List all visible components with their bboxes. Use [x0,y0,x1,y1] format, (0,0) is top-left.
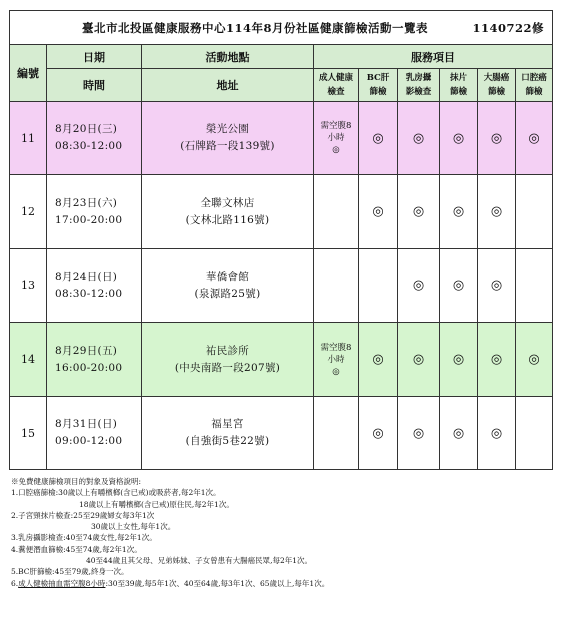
header-place: 活動地點 [142,45,314,69]
table-row [10,249,553,323]
row-datetime: 8月29日(五) 16:00-20:00 [47,323,142,397]
empty-cell [314,175,359,249]
service-mark: ◎ [478,249,516,323]
row-number: 12 [10,175,47,249]
empty-cell [516,397,553,470]
service-mark: ◎ [516,102,553,175]
row-datetime: 8月23日(六) 17:00-20:00 [47,175,142,249]
service-mark: ◎ [359,102,398,175]
service-mark: ◎ [398,397,440,470]
empty-cell [359,249,398,323]
row-location: 榮光公園 (石牌路一段139號) [142,102,314,175]
table-row [10,323,553,397]
service-mark: ◎ [440,102,478,175]
row-location: 華僑會館 (泉源路25號) [142,249,314,323]
service-mark: ◎ [398,175,440,249]
service-mark: ◎ [478,102,516,175]
note-mammography: 3.乳房攝影檢查:40至74歲女性,每2年1次。 [11,533,157,543]
header-svc-mammography: 乳房攝 影檢查 [398,69,440,102]
table-row [10,397,553,470]
page-title: 臺北市北投區健康服務中心114年8月份社區健康篩檢活動一覽表 [82,20,429,35]
empty-cell [516,249,553,323]
note-pap-1: 2.子宮頸抹片檢查:25至29歲婦女每3年1次 [11,510,155,520]
row-number: 15 [10,397,47,470]
table-row [10,102,553,175]
service-mark: ◎ [359,397,398,470]
fasting-note: 需空腹8 小時 ◎ [314,102,359,175]
service-mark: ◎ [516,323,553,397]
note-fecal-2: 40至44歲且其父母、兄弟姊妹、子女曾患有大腸癌民眾,每2年1次。 [86,556,313,566]
fasting-note: 需空腹8 小時 ◎ [314,323,359,397]
header-svc-adult-checkup: 成人健康 檢查 [314,69,359,102]
note-hepatitis: 5.BC肝篩檢:45至79歲,終身一次。 [11,567,129,577]
table-row [10,175,553,249]
row-location: 福星宮 (自強街5巷22號) [142,397,314,470]
service-mark: ◎ [440,249,478,323]
note-fecal-1: 4.糞便潛血篩檢:45至74歲,每2年1次。 [11,544,142,554]
empty-cell [516,175,553,249]
header-no: 編號 [10,45,47,102]
eligibility-notes [11,476,551,589]
service-mark: ◎ [440,323,478,397]
header-services: 服務項目 [314,45,553,69]
header-svc-oral: 口腔癌 篩檢 [516,69,553,102]
header-svc-colorectal: 大腸癌 篩檢 [478,69,516,102]
row-datetime: 8月20日(三) 08:30-12:00 [47,102,142,175]
row-number: 11 [10,102,47,175]
row-number: 14 [10,323,47,397]
service-mark: ◎ [440,397,478,470]
service-mark: ◎ [359,323,398,397]
note-pap-2: 30歲以上女性,每年1次。 [91,522,176,532]
row-number: 13 [10,249,47,323]
header-svc-pap-smear: 抹片 篩檢 [440,69,478,102]
empty-cell [314,397,359,470]
note-oral-2: 18歲以上有嚼檳榔(含已戒)原住民,每2年1次。 [79,499,234,509]
note-oral-1: 1.口腔癌篩檢:30歲以上有嚼檳榔(含已戒)或吸菸者,每2年1次。 [11,488,221,498]
service-mark: ◎ [478,397,516,470]
row-datetime: 8月31日(日) 09:00-12:00 [47,397,142,470]
header-address: 地址 [142,69,314,102]
header-svc-hepatitis: BC肝 篩檢 [359,69,398,102]
schedule-sheet [9,10,552,470]
row-location: 全聯文林店 (文林北路116號) [142,175,314,249]
service-mark: ◎ [398,249,440,323]
service-mark: ◎ [478,175,516,249]
service-mark: ◎ [398,102,440,175]
service-mark: ◎ [478,323,516,397]
notes-heading: ※免費健康篩檢項目的對象及資格說明: [11,477,142,486]
title-row [10,11,553,45]
schedule-table [9,10,553,470]
empty-cell [314,249,359,323]
version-label: 1140722修 [472,20,545,35]
row-location: 祐民診所 (中央南路一段207號) [142,323,314,397]
service-mark: ◎ [398,323,440,397]
header-time: 時間 [47,69,142,102]
service-mark: ◎ [440,175,478,249]
header-date: 日期 [47,45,142,69]
row-datetime: 8月24日(日) 08:30-12:00 [47,249,142,323]
service-mark: ◎ [359,175,398,249]
note-adult-checkup: 6.成人健檢抽血需空腹8小時:30至39歲,每5年1次、40至64歲,每3年1次、65歲以上,每年1次。 [11,578,330,588]
